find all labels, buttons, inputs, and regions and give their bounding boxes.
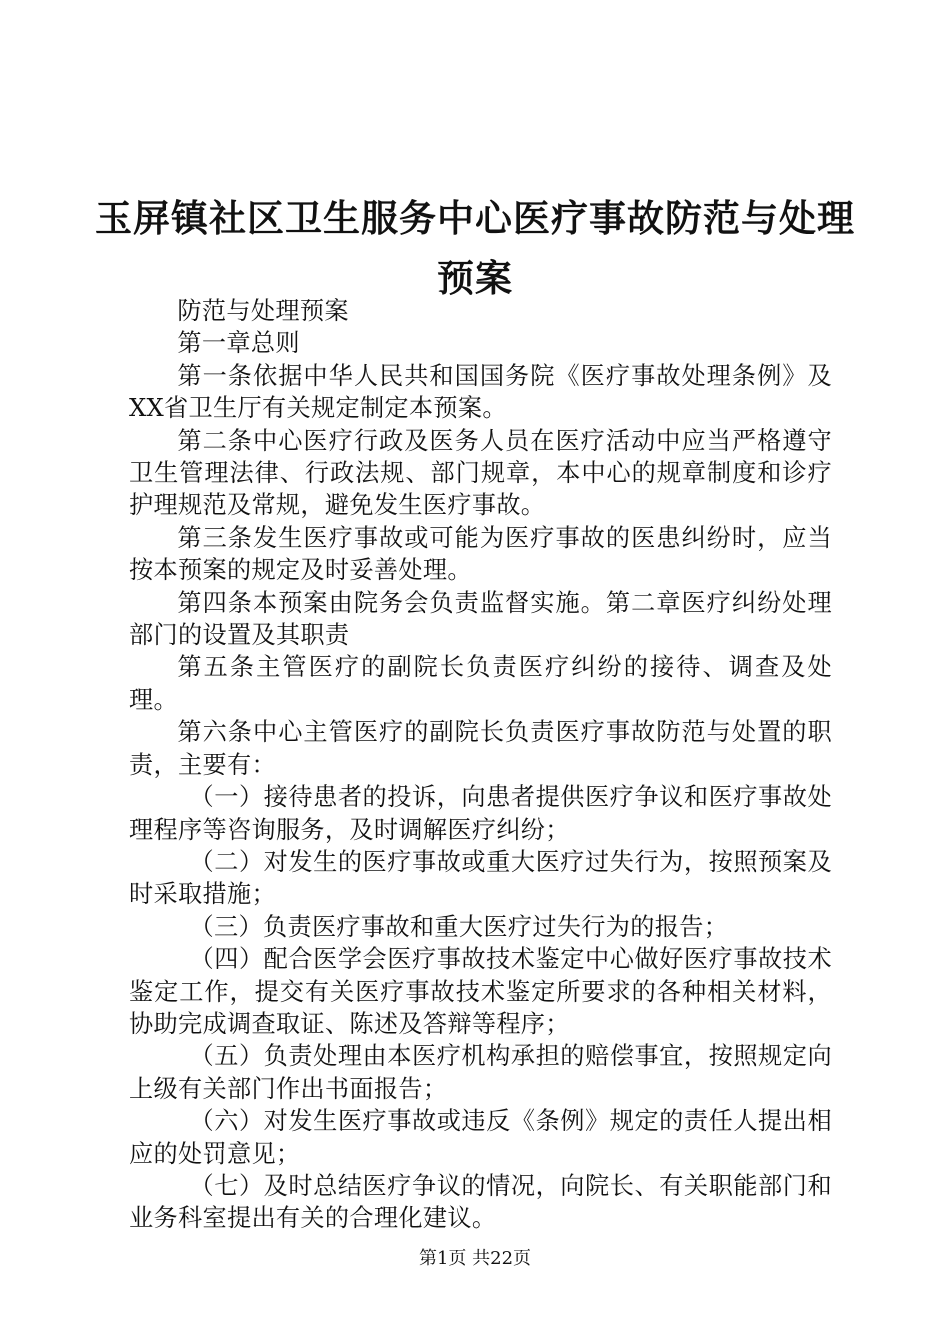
document-title-line-2: 预案 bbox=[437, 256, 513, 300]
duty-item-1: （一）接待患者的投诉，向患者提供医疗争议和医疗事故处理程序等咨询服务，及时调解医疗纠纷； bbox=[129, 783, 832, 844]
document-title-line-1: 玉屏镇社区卫生服务中心医疗事故防范与处理 bbox=[95, 196, 855, 240]
page-number-footer: 第1页 共22页 bbox=[418, 1248, 532, 1269]
duty-item-7: （七）及时总结医疗争议的情况，向院长、有关职能部门和业务科室提出有关的合理化建议。 bbox=[129, 1171, 832, 1233]
duty-item-2: （二）对发生的医疗事故或重大医疗过失行为，按照预案及时采取措施； bbox=[129, 847, 832, 909]
paragraph-heading: 防范与处理预案 bbox=[177, 297, 349, 325]
duty-item-5: （五）负责处理由本医疗机构承担的赔偿事宜，按照规定向上级有关部门作出书面报告； bbox=[129, 1042, 832, 1103]
article-1: 第一条依据中华人民共和国国务院《医疗事故处理条例》及XX省卫生厅有关规定制定本预案。 bbox=[129, 361, 832, 423]
duty-item-4: （四）配合医学会医疗事故技术鉴定中心做好医疗事故技术鉴定工作，提交有关医疗事故技术鉴定所要求的各种相关材料，协助完成调查取证、陈述及答辩等程序； bbox=[129, 945, 832, 1038]
duty-item-3: （三）负责医疗事故和重大医疗过失行为的报告； bbox=[189, 912, 729, 941]
article-5: 第五条主管医疗的副院长负责医疗纠纷的接待、调查及处理。 bbox=[129, 653, 832, 714]
article-2: 第二条中心医疗行政及医务人员在医疗活动中应当严格遵守卫生管理法律、行政法规、部门规章，本中心的规章制度和诊疗护理规范及常规，避免发生医疗事故。 bbox=[129, 426, 832, 520]
article-6: 第六条中心主管医疗的副院长负责医疗事故防范与处置的职责，主要有： bbox=[129, 718, 832, 779]
document-body bbox=[129, 295, 832, 1235]
article-3: 第三条发生医疗事故或可能为医疗事故的医患纠纷时，应当按本预案的规定及时妥善处理。 bbox=[129, 523, 832, 585]
duty-item-6: （六）对发生医疗事故或违反《条例》规定的责任人提出相应的处罚意见； bbox=[129, 1107, 832, 1168]
article-4: 第四条本预案由院务会负责监督实施。第二章医疗纠纷处理部门的设置及其职责 bbox=[129, 588, 832, 650]
chapter-heading: 第一章总则 bbox=[177, 329, 300, 358]
